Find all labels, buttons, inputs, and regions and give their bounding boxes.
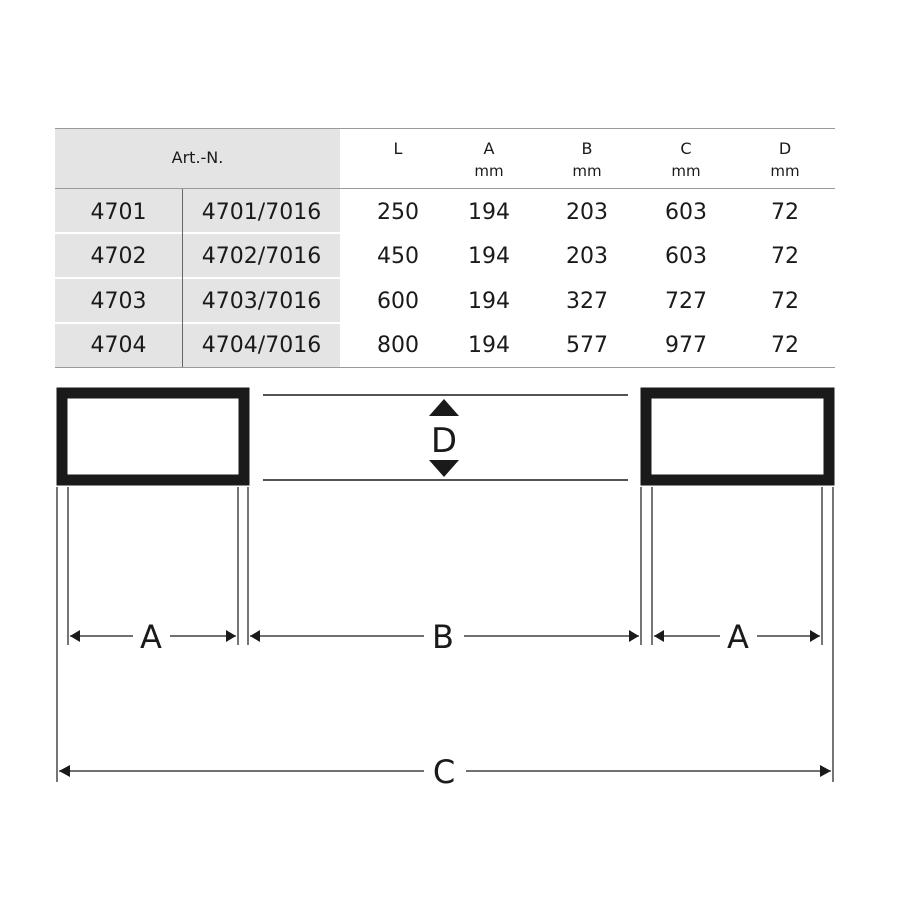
header-col-b-name: B	[581, 139, 593, 158]
cell-l: 600	[377, 289, 419, 314]
cell-d: 72	[771, 244, 799, 269]
cell-art: 4702	[90, 244, 147, 269]
cell-c: 603	[665, 200, 707, 225]
cell-b: 327	[566, 289, 608, 314]
cell-l: 450	[377, 244, 419, 269]
cell-art: 4701	[90, 200, 147, 225]
arrowhead-icon	[250, 630, 260, 642]
cell-c: 603	[665, 244, 707, 269]
cell-a: 194	[468, 200, 510, 225]
cell-d: 72	[771, 333, 799, 358]
arrowhead-icon	[629, 630, 639, 642]
header-col-a-unit: mm	[474, 162, 504, 180]
cell-c: 727	[665, 289, 707, 314]
cell-art: 4703	[90, 289, 147, 314]
header-col-b-unit: mm	[572, 162, 602, 180]
arrowhead-icon	[59, 765, 70, 777]
cell-art: 4704	[90, 333, 147, 358]
arrowhead-icon	[654, 630, 664, 642]
right-profile	[646, 393, 829, 480]
arrowhead-icon	[810, 630, 820, 642]
cell-d: 72	[771, 289, 799, 314]
d-arrow-up-icon	[429, 399, 459, 416]
label-c: C	[432, 753, 456, 791]
label-b: B	[432, 618, 454, 656]
header-col-d-name: D	[778, 139, 792, 158]
header-col-c-name: C	[680, 139, 692, 158]
cell-b: 203	[566, 200, 608, 225]
arrowhead-icon	[820, 765, 831, 777]
cell-a: 194	[468, 289, 510, 314]
header-col-d-unit: mm	[770, 162, 800, 180]
label-a-left: A	[140, 618, 162, 656]
label-d: D	[430, 421, 458, 461]
arrowhead-icon	[226, 630, 236, 642]
cell-art-variant: 4704/7016	[201, 333, 322, 358]
cell-d: 72	[771, 200, 799, 225]
cell-l: 800	[377, 333, 419, 358]
cell-b: 577	[566, 333, 608, 358]
cell-a: 194	[468, 244, 510, 269]
cell-a: 194	[468, 333, 510, 358]
header-col-c-unit: mm	[671, 162, 701, 180]
cell-l: 250	[377, 200, 419, 225]
header-col-a-name: A	[483, 139, 495, 158]
cell-art-variant: 4703/7016	[201, 289, 322, 314]
cell-c: 977	[665, 333, 707, 358]
arrowhead-icon	[70, 630, 80, 642]
header-art-number: Art.-N.	[171, 148, 224, 167]
header-col-l-name: L	[393, 139, 403, 158]
left-profile	[62, 393, 244, 480]
label-a-right: A	[727, 618, 749, 656]
cell-art-variant: 4702/7016	[201, 244, 322, 269]
cell-art-variant: 4701/7016	[201, 200, 322, 225]
d-arrow-down-icon	[429, 460, 459, 477]
cell-b: 203	[566, 244, 608, 269]
